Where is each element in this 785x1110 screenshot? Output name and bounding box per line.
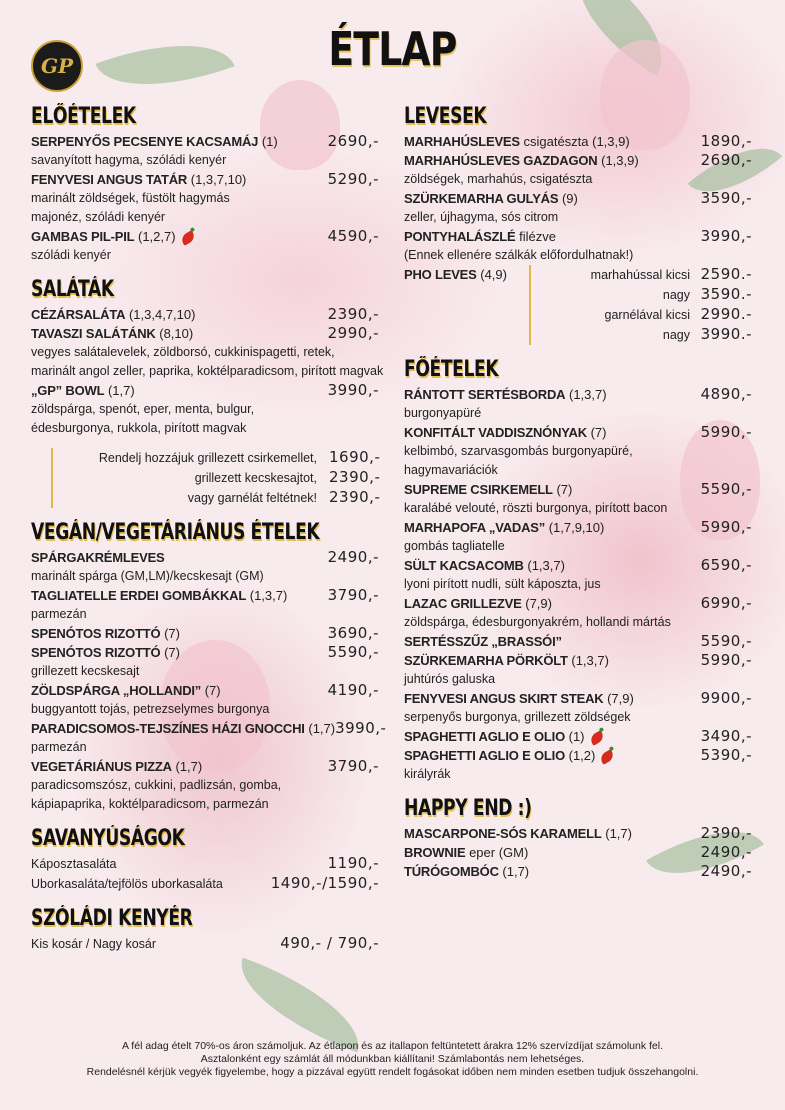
dish-name: MARHAPOFA „VADAS” bbox=[404, 520, 546, 535]
menu-item bbox=[404, 824, 752, 843]
menu-item bbox=[31, 170, 379, 227]
section-title: VEGÁN/VEGETÁRIÁNUS ÉTELEK bbox=[31, 520, 320, 545]
menu-item-price: 2390,- bbox=[700, 824, 752, 842]
menu-item-name bbox=[31, 719, 335, 738]
menu-item-price: 2490,- bbox=[700, 843, 752, 861]
menu-item-row bbox=[31, 624, 379, 643]
dish-name: TAGLIATELLE ERDEI GOMBÁKKAL bbox=[31, 588, 247, 603]
spacer bbox=[31, 814, 379, 824]
dish-name: SÜLT KACSACOMB bbox=[404, 558, 524, 573]
menu-item-row bbox=[31, 681, 379, 700]
dish-name: ZÖLDSPÁRGA „HOLLANDI” bbox=[31, 683, 202, 698]
menu-item-description: grillezett kecskesajt bbox=[31, 664, 140, 678]
allergen-codes: (1,2,7) bbox=[138, 229, 176, 244]
allergen-codes: (7) bbox=[164, 626, 180, 641]
allergen-codes: (9) bbox=[561, 191, 578, 206]
menu-item-row bbox=[404, 632, 752, 651]
menu-item-name bbox=[31, 324, 193, 343]
menu-item-name bbox=[404, 151, 639, 170]
menu-item-name bbox=[31, 643, 180, 662]
footer-notes bbox=[0, 1040, 785, 1079]
menu-item-price: 3990,- bbox=[335, 719, 387, 737]
menu-item-row bbox=[31, 170, 379, 189]
allergen-codes: filézve bbox=[519, 229, 556, 244]
menu-item-name bbox=[404, 480, 572, 499]
menu-item-price: 5290,- bbox=[327, 170, 379, 188]
menu-item bbox=[31, 586, 379, 624]
row-price: 1690,- bbox=[329, 448, 381, 466]
menu-item-description: majonéz, szóládi kenyér bbox=[31, 210, 166, 224]
menu-item-price: 3790,- bbox=[327, 757, 379, 775]
menu-item-row bbox=[404, 518, 752, 537]
row-label: vagy garnélát feltétnek! bbox=[187, 491, 317, 505]
menu-item-price: 5990,- bbox=[700, 651, 752, 669]
row-label: Rendelj hozzájuk grillezett csirkemellet, bbox=[98, 451, 317, 465]
menu-item-price: 5990,- bbox=[700, 423, 752, 441]
menu-item-description: kelbimbó, szarvasgombás burgonyapüré, bbox=[404, 444, 633, 458]
section-title: ELŐÉTELEK bbox=[31, 104, 136, 129]
allergen-codes: eper (GM) bbox=[469, 845, 529, 860]
menu-item bbox=[404, 480, 752, 518]
menu-item-description: parmezán bbox=[31, 607, 87, 621]
row-price: 3990.- bbox=[700, 325, 752, 343]
menu-item bbox=[31, 624, 379, 643]
menu-item-price: 3490,- bbox=[700, 727, 752, 745]
menu-item bbox=[404, 632, 752, 651]
footer-line: A fél adag ételt 70%-os áron számoljuk. Az étlapon és az itallapon feltüntetett árakra 12% szervízdíjat számolunk fel. bbox=[121, 1040, 664, 1052]
menu-item bbox=[404, 518, 752, 556]
dish-name: VEGETÁRIÁNUS PIZZA bbox=[31, 759, 172, 774]
menu-item bbox=[31, 681, 379, 719]
allergen-codes: (7,9) bbox=[525, 596, 552, 611]
menu-item bbox=[404, 689, 752, 727]
menu-item-row bbox=[404, 843, 752, 862]
allergen-codes: (8,10) bbox=[159, 326, 194, 341]
dish-name: SZÜRKEMARHA PÖRKÖLT bbox=[404, 653, 568, 668]
row-label: nagy bbox=[662, 288, 690, 302]
dish-name: KONFITÁLT VADDISZNÓNYAK bbox=[404, 425, 587, 440]
extra-row bbox=[61, 468, 379, 488]
pho-option-row bbox=[539, 265, 752, 285]
menu-item-row bbox=[404, 385, 752, 404]
row-label: garnélával kicsi bbox=[604, 308, 690, 322]
allergen-codes: (1,3,7) bbox=[571, 653, 609, 668]
menu-item-name bbox=[404, 265, 507, 345]
dish-name: BROWNIE bbox=[404, 845, 466, 860]
menu-item bbox=[404, 189, 752, 227]
dish-name: SPAGHETTI AGLIO E OLIO bbox=[404, 748, 565, 763]
dish-name: RÁNTOTT SERTÉSBORDA bbox=[404, 387, 566, 402]
menu-item-row bbox=[31, 324, 379, 343]
menu-item-row bbox=[404, 651, 752, 670]
pho-item bbox=[404, 265, 752, 345]
allergen-codes: (1,3,9) bbox=[601, 153, 639, 168]
row-label: Uborkasaláta/tejfölös uborkasaláta bbox=[31, 877, 223, 891]
menu-item-price: 9900,- bbox=[700, 689, 752, 707]
menu-item bbox=[31, 324, 384, 381]
menu-item bbox=[404, 594, 752, 632]
section-title: SALÁTÁK bbox=[31, 277, 114, 302]
menu-item-row bbox=[31, 586, 379, 605]
row-price: 2390,- bbox=[329, 468, 381, 486]
menu-item-price: 4590,- bbox=[327, 227, 379, 245]
menu-item-row bbox=[404, 189, 752, 208]
menu-item-price: 5590,- bbox=[327, 643, 379, 661]
section-title: SZÓLÁDI KENYÉR bbox=[31, 906, 193, 931]
menu-item bbox=[31, 132, 379, 170]
menu-item-description: lyoni pirított nudli, sült káposzta, jus bbox=[404, 577, 601, 591]
row-label: Káposztasaláta bbox=[31, 857, 117, 871]
menu-item-row bbox=[404, 594, 752, 613]
menu-item-name bbox=[404, 727, 604, 746]
menu-item-name bbox=[404, 518, 604, 537]
menu-item-name bbox=[404, 824, 632, 843]
menu-item-price: 5990,- bbox=[700, 518, 752, 536]
menu-item-name bbox=[31, 681, 221, 700]
spacer bbox=[31, 894, 379, 904]
menu-item-name bbox=[31, 132, 278, 151]
menu-item-name bbox=[404, 385, 607, 404]
allergen-codes: (1,3,7) bbox=[249, 588, 288, 603]
left-column bbox=[31, 102, 387, 954]
menu-item-name bbox=[31, 586, 287, 605]
menu-item-price: 2490,- bbox=[327, 548, 379, 566]
menu-item-description: (Ennek ellenére szálkák előfordulhatnak!) bbox=[404, 248, 634, 262]
allergen-codes: (7) bbox=[204, 683, 221, 698]
menu-item-name bbox=[404, 632, 562, 651]
section-title: HAPPY END :) bbox=[404, 796, 532, 821]
menu-item-name bbox=[404, 423, 606, 442]
menu-item-row bbox=[404, 151, 752, 170]
menu-item bbox=[404, 651, 752, 689]
chili-icon bbox=[599, 749, 616, 765]
dish-name: „GP” BOWL bbox=[31, 383, 105, 398]
chili-icon bbox=[588, 730, 605, 746]
menu-item-price: 2990,- bbox=[327, 324, 379, 342]
pickle-row bbox=[31, 854, 379, 874]
menu-item-name bbox=[404, 843, 528, 862]
menu-item-price: 3690,- bbox=[327, 624, 379, 642]
menu-item-row bbox=[31, 757, 379, 776]
menu-item-name bbox=[31, 548, 165, 567]
allergen-codes: (7) bbox=[556, 482, 573, 497]
dish-name: SPENÓTOS RIZOTTÓ bbox=[31, 626, 161, 641]
dish-name: SPAGHETTI AGLIO E OLIO bbox=[404, 729, 565, 744]
menu-item bbox=[404, 746, 752, 784]
allergen-codes: (1,7) bbox=[308, 721, 336, 736]
menu-item bbox=[404, 556, 752, 594]
menu-item-row bbox=[31, 132, 379, 151]
allergen-codes: csigatészta (1,3,9) bbox=[523, 134, 630, 149]
menu-item-row bbox=[31, 305, 379, 324]
row-label: Kis kosár / Nagy kosár bbox=[31, 937, 157, 951]
menu-item bbox=[31, 305, 379, 324]
menu-item bbox=[31, 548, 379, 586]
dish-name: SERTÉSSZŰZ „BRASSÓI” bbox=[404, 634, 562, 649]
menu-item-name bbox=[404, 189, 578, 208]
menu-item-description: zöldspárga, spenót, eper, menta, bulgur, bbox=[31, 402, 255, 416]
menu-item bbox=[31, 719, 387, 757]
logo-text: GP bbox=[40, 54, 74, 78]
menu-item-name bbox=[404, 132, 630, 151]
allergen-codes: (1,3,7) bbox=[568, 387, 607, 402]
menu-item-price: 3790,- bbox=[327, 586, 379, 604]
allergen-codes: (1,2) bbox=[568, 748, 596, 763]
menu-item-price: 2690,- bbox=[700, 151, 752, 169]
menu-item-name bbox=[404, 689, 634, 708]
allergen-codes: (1,7) bbox=[605, 826, 632, 841]
menu-item-price: 6990,- bbox=[700, 594, 752, 612]
dish-name: MARHAHÚSLEVES GAZDAGON bbox=[404, 153, 598, 168]
menu-item-price: 2390,- bbox=[327, 305, 379, 323]
spacer bbox=[404, 784, 752, 794]
menu-item-row bbox=[404, 132, 752, 151]
spacer bbox=[404, 345, 752, 355]
dish-name: SUPREME CSIRKEMELL bbox=[404, 482, 553, 497]
menu-item-name bbox=[31, 227, 195, 246]
menu-item-row bbox=[31, 643, 379, 662]
menu-item-name bbox=[404, 227, 556, 246]
menu-item-name bbox=[31, 170, 246, 189]
menu-item-name bbox=[404, 746, 614, 765]
dish-name: PHO LEVES bbox=[404, 267, 477, 282]
menu-item-description: zeller, újhagyma, sós citrom bbox=[404, 210, 559, 224]
allergen-codes: (7,9) bbox=[607, 691, 634, 706]
spacer bbox=[31, 438, 379, 448]
menu-item-name bbox=[404, 594, 552, 613]
chili-icon bbox=[179, 230, 196, 246]
menu-item bbox=[404, 843, 752, 862]
menu-item-price: 3990,- bbox=[327, 381, 379, 399]
menu-item bbox=[404, 227, 752, 265]
allergen-codes: (1) bbox=[568, 729, 585, 744]
dish-name: TAVASZI SALÁTÁNK bbox=[31, 326, 156, 341]
menu-item-price: 6590,- bbox=[700, 556, 752, 574]
dish-name: SZÜRKEMARHA GULYÁS bbox=[404, 191, 559, 206]
menu-item-name bbox=[31, 624, 180, 643]
menu-item-row bbox=[404, 689, 752, 708]
menu-item bbox=[31, 757, 379, 814]
dish-name: MARHAHÚSLEVES bbox=[404, 134, 520, 149]
menu-item-row bbox=[404, 727, 752, 746]
row-price: 2590.- bbox=[700, 265, 752, 283]
leaf-decoration bbox=[226, 958, 375, 1053]
allergen-codes: (1,7,9,10) bbox=[548, 520, 605, 535]
menu-item-row bbox=[404, 746, 752, 765]
menu-item-row bbox=[404, 556, 752, 575]
menu-item-price: 4190,- bbox=[327, 681, 379, 699]
menu-item bbox=[404, 862, 752, 881]
spacer bbox=[31, 265, 379, 275]
extra-row bbox=[61, 448, 379, 468]
menu-item-name bbox=[404, 862, 529, 881]
allergen-codes: (1,3,4,7,10) bbox=[128, 307, 196, 322]
menu-item bbox=[31, 643, 379, 681]
menu-item-row bbox=[31, 548, 379, 567]
menu-item-row bbox=[404, 227, 752, 246]
allergen-codes: (1,7) bbox=[502, 864, 530, 879]
menu-item-price: 2490,- bbox=[700, 862, 752, 880]
allergen-codes: (1,3,7) bbox=[527, 558, 565, 573]
menu-item-description: hagymavariációk bbox=[404, 463, 498, 477]
menu-item-description: zöldségek, marhahús, csigatészta bbox=[404, 172, 593, 186]
menu-item-price: 5590,- bbox=[700, 480, 752, 498]
menu-item-row bbox=[404, 862, 752, 881]
menu-item-name bbox=[31, 305, 195, 324]
menu-item-price: 2690,- bbox=[327, 132, 379, 150]
allergen-codes: (7) bbox=[164, 645, 180, 660]
extras-box bbox=[51, 448, 379, 508]
menu-item-row bbox=[404, 480, 752, 499]
menu-item-description: királyrák bbox=[404, 767, 451, 781]
dish-name: SERPENYŐS PECSENYE KACSAMÁJ bbox=[31, 134, 259, 149]
row-price: 2990.- bbox=[700, 305, 752, 323]
menu-item-price: 1890,- bbox=[700, 132, 752, 150]
row-label: marhahússal kicsi bbox=[590, 268, 690, 282]
menu-item-description: zöldspárga, édesburgonyakrém, hollandi mártás bbox=[404, 615, 671, 629]
dish-name: MASCARPONE-SÓS KARAMELL bbox=[404, 826, 602, 841]
section-title: FŐÉTELEK bbox=[404, 357, 499, 382]
allergen-codes: (7) bbox=[590, 425, 607, 440]
allergen-codes: (1,3,7,10) bbox=[190, 172, 247, 187]
menu-item-description: savanyított hagyma, szóládi kenyér bbox=[31, 153, 227, 167]
right-column bbox=[404, 102, 752, 881]
pickle-row bbox=[31, 874, 379, 894]
extra-row bbox=[61, 488, 379, 508]
menu-item bbox=[31, 227, 379, 265]
allergen-codes: (1) bbox=[261, 134, 278, 149]
spacer bbox=[31, 508, 379, 518]
row-label: grillezett kecskesajtot, bbox=[194, 471, 317, 485]
menu-item-row bbox=[31, 381, 379, 400]
menu-item bbox=[404, 385, 752, 423]
menu-item-description: serpenyős burgonya, grillezett zöldségek bbox=[404, 710, 631, 724]
menu-item-row bbox=[31, 227, 379, 246]
footer-line: Asztalonként egy számlát áll módunkban kiállítani! Számlabontás nem lehetséges. bbox=[200, 1053, 585, 1065]
dish-name: CÉZÁRSALÁTA bbox=[31, 307, 126, 322]
row-price: 1190,- bbox=[327, 854, 379, 872]
section-title: LEVESEK bbox=[404, 104, 487, 129]
menu-item-name bbox=[31, 381, 135, 400]
menu-item-row bbox=[404, 423, 752, 442]
menu-item-description: gombás tagliatelle bbox=[404, 539, 505, 553]
section-title: SAVANYÚSÁGOK bbox=[31, 826, 185, 851]
page-title: ÉTLAP bbox=[328, 22, 457, 76]
menu-item-row bbox=[31, 719, 387, 738]
menu-item-description: marinált zöldségek, füstölt hagymás bbox=[31, 191, 230, 205]
dish-name: FENYVESI ANGUS TATÁR bbox=[31, 172, 188, 187]
menu-item bbox=[404, 727, 752, 746]
allergen-codes: (1,7) bbox=[107, 383, 135, 398]
menu-item-description: burgonyapüré bbox=[404, 406, 482, 420]
menu-item-row bbox=[404, 824, 752, 843]
menu-item bbox=[404, 132, 752, 151]
menu-item-description: édesburgonya, rukkola, pirított magvak bbox=[31, 421, 247, 435]
menu-item-price: 3990,- bbox=[700, 227, 752, 245]
footer-line: Rendelésnél kérjük vegyék figyelembe, hogy a pizzával együtt rendelt fogásokat időben nem minden esetben tudjuk összehangolni. bbox=[86, 1066, 699, 1078]
menu-item-description: szóládi kenyér bbox=[31, 248, 111, 262]
menu-item-price: 5390,- bbox=[700, 746, 752, 764]
pho-option-row bbox=[539, 305, 752, 325]
pho-option-row bbox=[539, 285, 752, 305]
menu-item-name bbox=[404, 556, 565, 575]
menu-item-description: juhtúrós galuska bbox=[404, 672, 496, 686]
menu-item-description: vegyes salátalevelek, zöldborsó, cukkinispagetti, retek, bbox=[31, 345, 335, 359]
dish-name: PONTYHALÁSZLÉ bbox=[404, 229, 516, 244]
menu-item-description: buggyantott tojás, petrezselymes burgonya bbox=[31, 702, 270, 716]
row-price: 3590.- bbox=[700, 285, 752, 303]
menu-item-description: parmezán bbox=[31, 740, 87, 754]
dish-name: SPÁRGAKRÉMLEVES bbox=[31, 550, 165, 565]
row-label: nagy bbox=[662, 328, 690, 342]
menu-item bbox=[404, 151, 752, 189]
menu-item-description: karalábé velouté, röszti burgonya, pirított bacon bbox=[404, 501, 668, 515]
pho-option-row bbox=[539, 325, 752, 345]
row-price: 2390,- bbox=[329, 488, 381, 506]
dish-name: LAZAC GRILLEZVE bbox=[404, 596, 522, 611]
menu-item-price: 4890,- bbox=[700, 385, 752, 403]
menu-item-price: 3590,- bbox=[700, 189, 752, 207]
allergen-codes: (4,9) bbox=[480, 267, 507, 282]
menu-item-description: paradicsomszósz, cukkini, padlizsán, gomba, bbox=[31, 778, 282, 792]
allergen-codes: (1,7) bbox=[175, 759, 203, 774]
menu-item-description: marinált spárga (GM,LM)/kecskesajt (GM) bbox=[31, 569, 264, 583]
menu-item-price: 5590,- bbox=[700, 632, 752, 650]
row-price: 490,- / 790,- bbox=[280, 934, 379, 952]
menu-item-description: marinált angol zeller, paprika, koktélparadicsom, pirított magvak bbox=[31, 364, 384, 378]
dish-name: SPENÓTOS RIZOTTÓ bbox=[31, 645, 161, 660]
dish-name: PARADICSOMOS-TEJSZÍNES HÁZI GNOCCHI bbox=[31, 721, 305, 736]
menu-item-description: kápiapaprika, koktélparadicsom, parmezán bbox=[31, 797, 269, 811]
menu-item bbox=[31, 381, 379, 438]
dish-name: TÚRÓGOMBÓC bbox=[404, 864, 499, 879]
menu-item-name bbox=[31, 757, 202, 776]
bread-row bbox=[31, 934, 379, 954]
menu-item-name bbox=[404, 651, 609, 670]
pho-options bbox=[529, 265, 752, 345]
menu-item bbox=[404, 423, 752, 480]
dish-name: FENYVESI ANGUS SKIRT STEAK bbox=[404, 691, 604, 706]
dish-name: GAMBAS PIL-PIL bbox=[31, 229, 135, 244]
row-price: 1490,-/1590,- bbox=[270, 874, 379, 892]
